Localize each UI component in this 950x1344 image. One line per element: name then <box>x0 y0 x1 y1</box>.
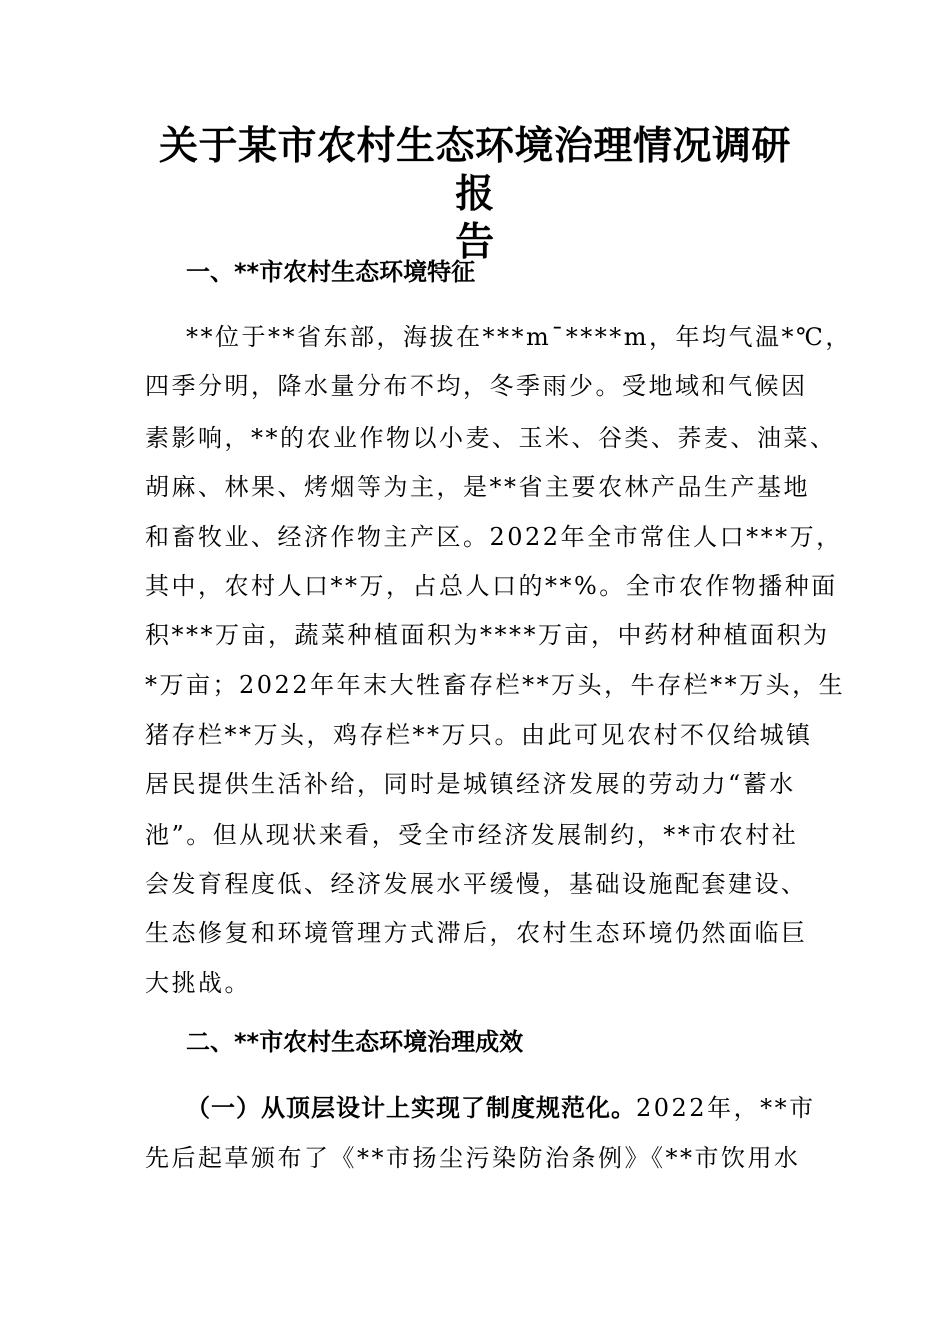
subsection-line <box>186 1093 816 1123</box>
paragraph-line: 素影响，**的农业作物以小麦、玉米、谷类、荞麦、油菜、 <box>145 424 837 452</box>
paragraph-line: 生态修复和环境管理方式滞后，农村生态环境仍然面临巨 <box>145 919 808 947</box>
title-line-2: 告 <box>455 219 495 265</box>
paragraph-line: 四季分明，降水量分布不均，冬季雨少。受地域和气候因 <box>145 372 808 400</box>
paragraph-line: **位于**省东部，海拔在***m¯****m，年均气温*℃， <box>186 323 852 351</box>
title-line-1: 关于某市农村生态环境治理情况调研报 <box>158 123 791 217</box>
paragraph-line: 先后起草颁布了《**市扬尘污染防治条例》《**市饮用水 <box>145 1144 801 1172</box>
paragraph-line: 和畜牧业、经济作物主产区。2022年全市常住人口***万， <box>145 523 843 551</box>
document-title <box>150 122 800 266</box>
paragraph-line: 胡麻、林果、烤烟等为主，是**省主要农林产品生产基地 <box>145 473 810 501</box>
subsection-lead: （一）从顶层设计上实现了制度规范化。 <box>186 1094 636 1122</box>
paragraph-line: 会发育程度低、经济发展水平缓慢，基础设施配套建设、 <box>145 870 808 898</box>
paragraph-line: 积***万亩，蔬菜种植面积为****万亩，中药材种植面积为 <box>145 621 830 649</box>
section-heading-1: 一、**市农村生态环境特征 <box>186 258 476 286</box>
paragraph-line: 其中，农村人口**万，占总人口的**%。全市农作物播种面 <box>145 572 838 600</box>
paragraph-line: 猪存栏**万头，鸡存栏**万只。由此可见农村不仅给城镇 <box>145 721 813 749</box>
subsection-text: 2022年，**市 <box>636 1094 816 1122</box>
paragraph-line: 居民提供生活补给，同时是城镇经济发展的劳动力“蓄水 <box>145 770 796 798</box>
paragraph-line: *万亩；2022年年末大牲畜存栏**万头，牛存栏**万头，生 <box>145 671 846 699</box>
paragraph-line: 大挑战。 <box>145 969 251 997</box>
section-heading-2: 二、**市农村生态环境治理成效 <box>186 1028 524 1056</box>
paragraph-line: 池”。但从现状来看，受全市经济发展制约，**市农村社 <box>145 821 799 849</box>
